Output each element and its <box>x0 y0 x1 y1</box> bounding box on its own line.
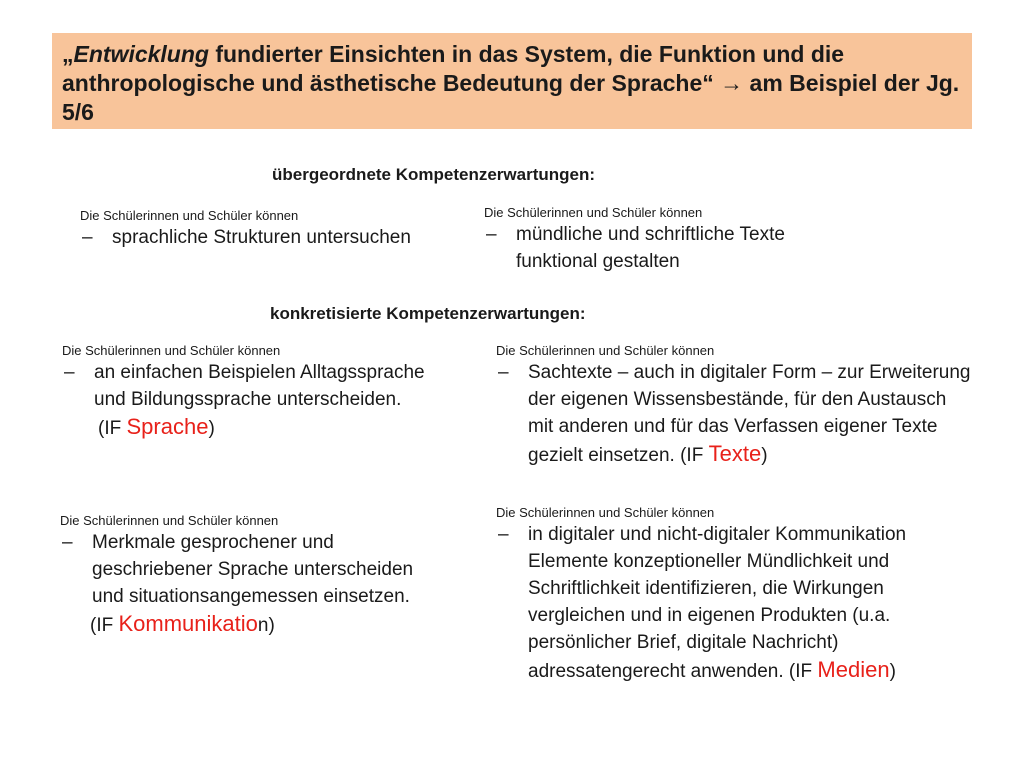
dash-bullet: – <box>82 227 93 248</box>
concrete-block-4 <box>496 505 974 685</box>
list-item <box>496 521 974 685</box>
concrete-block-1 <box>62 343 442 442</box>
title-quote-open: „ <box>62 41 74 67</box>
intro-text: Die Schülerinnen und Schüler können <box>496 505 715 520</box>
list-item <box>484 221 844 275</box>
dash-bullet: – <box>64 362 75 383</box>
dash-bullet: – <box>486 224 497 245</box>
item-text: Merkmale gesprochener und geschriebener Sprache unterscheiden und situationsangemessen einsetzen. <box>92 532 414 607</box>
list-item <box>80 224 460 251</box>
dash-bullet: – <box>498 362 509 383</box>
heading-concrete: konkretisierte Kompetenzerwartungen: <box>270 304 586 323</box>
item-text: an einfachen Beispielen Alltagssprache und Bildungssprache unterscheiden. <box>94 362 425 410</box>
note-prefix: (IF <box>98 418 127 439</box>
note-suffix: ) <box>208 418 215 439</box>
item-text <box>528 521 974 685</box>
overarching-right-block <box>484 205 844 275</box>
note-prefix: (IF <box>90 615 119 636</box>
item-text <box>528 359 974 469</box>
title-emphasis: Entwicklung <box>73 41 209 67</box>
if-note <box>60 610 440 639</box>
item-body: Sachtexte – auch in digitaler Form – zur Erweiterung der eigenen Wissensbestände, für den Austausch mit anderen und für das Verfassen eigener Texte gezielt einsetzen. (IF <box>528 362 971 466</box>
title-text: fundierter Einsichten in das System, die Funktion und die anthropologische und ästhetische Bedeutung der Sprache“ <box>62 41 845 96</box>
heading-overarching: übergeordnete Kompetenzerwartungen: <box>272 165 596 184</box>
list-item <box>60 529 440 610</box>
intro-text: Die Schülerinnen und Schüler können <box>62 343 281 358</box>
if-highlight: Sprache <box>126 414 209 439</box>
if-highlight: Texte <box>708 441 762 466</box>
note-suffix: ) <box>889 661 896 682</box>
item-body: in digitaler und nicht-digitaler Kommunikation Elemente konzeptioneller Mündlichkeit und Schriftlichkeit identifizieren, die Wirkungen vergleichen und in eigenen Produkten (u.a. persönlicher Brief, digitale Nachricht) adressatengerecht anwenden. (IF <box>528 524 907 682</box>
item-text: sprachliche Strukturen untersuchen <box>112 227 411 248</box>
if-note <box>62 413 442 442</box>
note-suffix: n) <box>257 615 275 636</box>
overarching-left-block <box>80 208 460 251</box>
note-suffix: ) <box>761 445 768 466</box>
slide-title <box>62 40 967 127</box>
list-item <box>496 359 974 469</box>
if-highlight: Medien <box>817 657 890 682</box>
list-item <box>62 359 442 413</box>
if-highlight: Kommunikatio <box>118 611 258 636</box>
intro-text: Die Schülerinnen und Schüler können <box>496 343 715 358</box>
intro-text: Die Schülerinnen und Schüler können <box>80 208 299 223</box>
dash-bullet: – <box>62 532 73 553</box>
concrete-block-2 <box>496 343 974 469</box>
intro-text: Die Schülerinnen und Schüler können <box>484 205 703 220</box>
arrow-right-icon: → <box>720 70 744 96</box>
item-text: mündliche und schriftliche Texte funktional gestalten <box>516 224 785 272</box>
concrete-block-3 <box>60 513 440 639</box>
title-suffix: am Beispiel der Jg. 5/6 <box>62 70 960 125</box>
dash-bullet: – <box>498 524 509 545</box>
intro-text: Die Schülerinnen und Schüler können <box>60 513 279 528</box>
